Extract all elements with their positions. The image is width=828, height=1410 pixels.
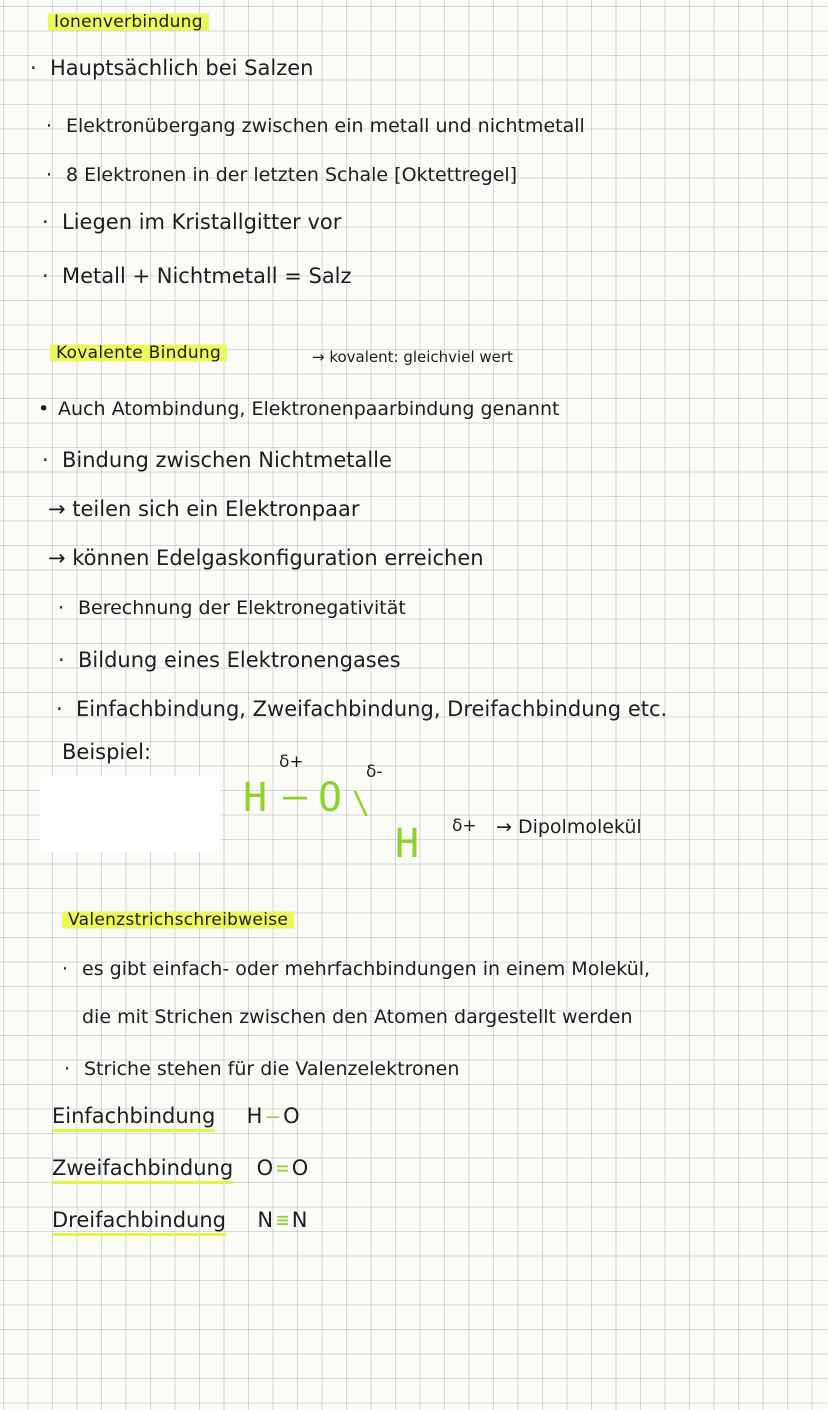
list-item: · Metall + Nichtmetall = Salz [42, 264, 352, 288]
list-item: · Elektronübergang zwischen ein metall und nichtmetall [46, 115, 585, 137]
single-bond: – [283, 773, 308, 819]
list-item-continuation: die mit Strichen zwischen den Atomen dargestellt werden [82, 1006, 633, 1028]
erased-patch [40, 776, 220, 852]
list-item: · Bildung eines Elektronengases [58, 648, 401, 672]
bond-row-single: Einfachbindung H – O [52, 1104, 300, 1128]
list-item: · Berechnung der Elektronegativität [58, 597, 406, 619]
list-item: · es gibt einfach- oder mehrfachbindungen in einem Molekül, [62, 958, 651, 980]
delta-plus-label: δ+ [452, 816, 477, 836]
list-item: · Hauptsächlich bei Salzen [30, 56, 314, 80]
bond-row-double: Zweifachbindung O = O [52, 1156, 308, 1180]
arrow-item: → können Edelgaskonfiguration erreichen [48, 546, 484, 570]
arrow-item: → teilen sich ein Elektronpaar [48, 497, 360, 521]
dipole-result: → Dipolmolekül [496, 816, 642, 838]
hydrogen-atom: H [243, 775, 268, 821]
hydrogen-atom: H [395, 821, 420, 867]
section-heading-valenz: Valenzstrichschreibweise [62, 910, 294, 930]
bond-row-triple: Dreifachbindung N ≡ N [52, 1208, 307, 1232]
section-heading-kovalent: Kovalente Bindung [50, 343, 227, 363]
list-item: · Liegen im Kristallgitter vor [42, 210, 342, 234]
list-item: · Bindung zwischen Nichtmetalle [42, 448, 392, 472]
angled-bond: \ [352, 786, 371, 821]
oxygen-atom: O [318, 775, 343, 821]
list-item: · 8 Elektronen in der letzten Schale [Oktettregel] [46, 164, 518, 186]
list-item: · Einfachbindung, Zweifachbindung, Dreifachbindung etc. [56, 697, 668, 721]
delta-minus-label: δ- [366, 762, 383, 782]
list-item: • Auch Atombindung, Elektronenpaarbindung genannt [38, 398, 560, 420]
delta-plus-label: δ+ [279, 752, 304, 772]
list-item: · Striche stehen für die Valenzelektronen [64, 1058, 460, 1080]
heading-note: → kovalent: gleichviel wert [312, 348, 513, 366]
example-label: Beispiel: [62, 740, 152, 764]
section-heading-ionen: Ionenverbindung [48, 12, 209, 32]
